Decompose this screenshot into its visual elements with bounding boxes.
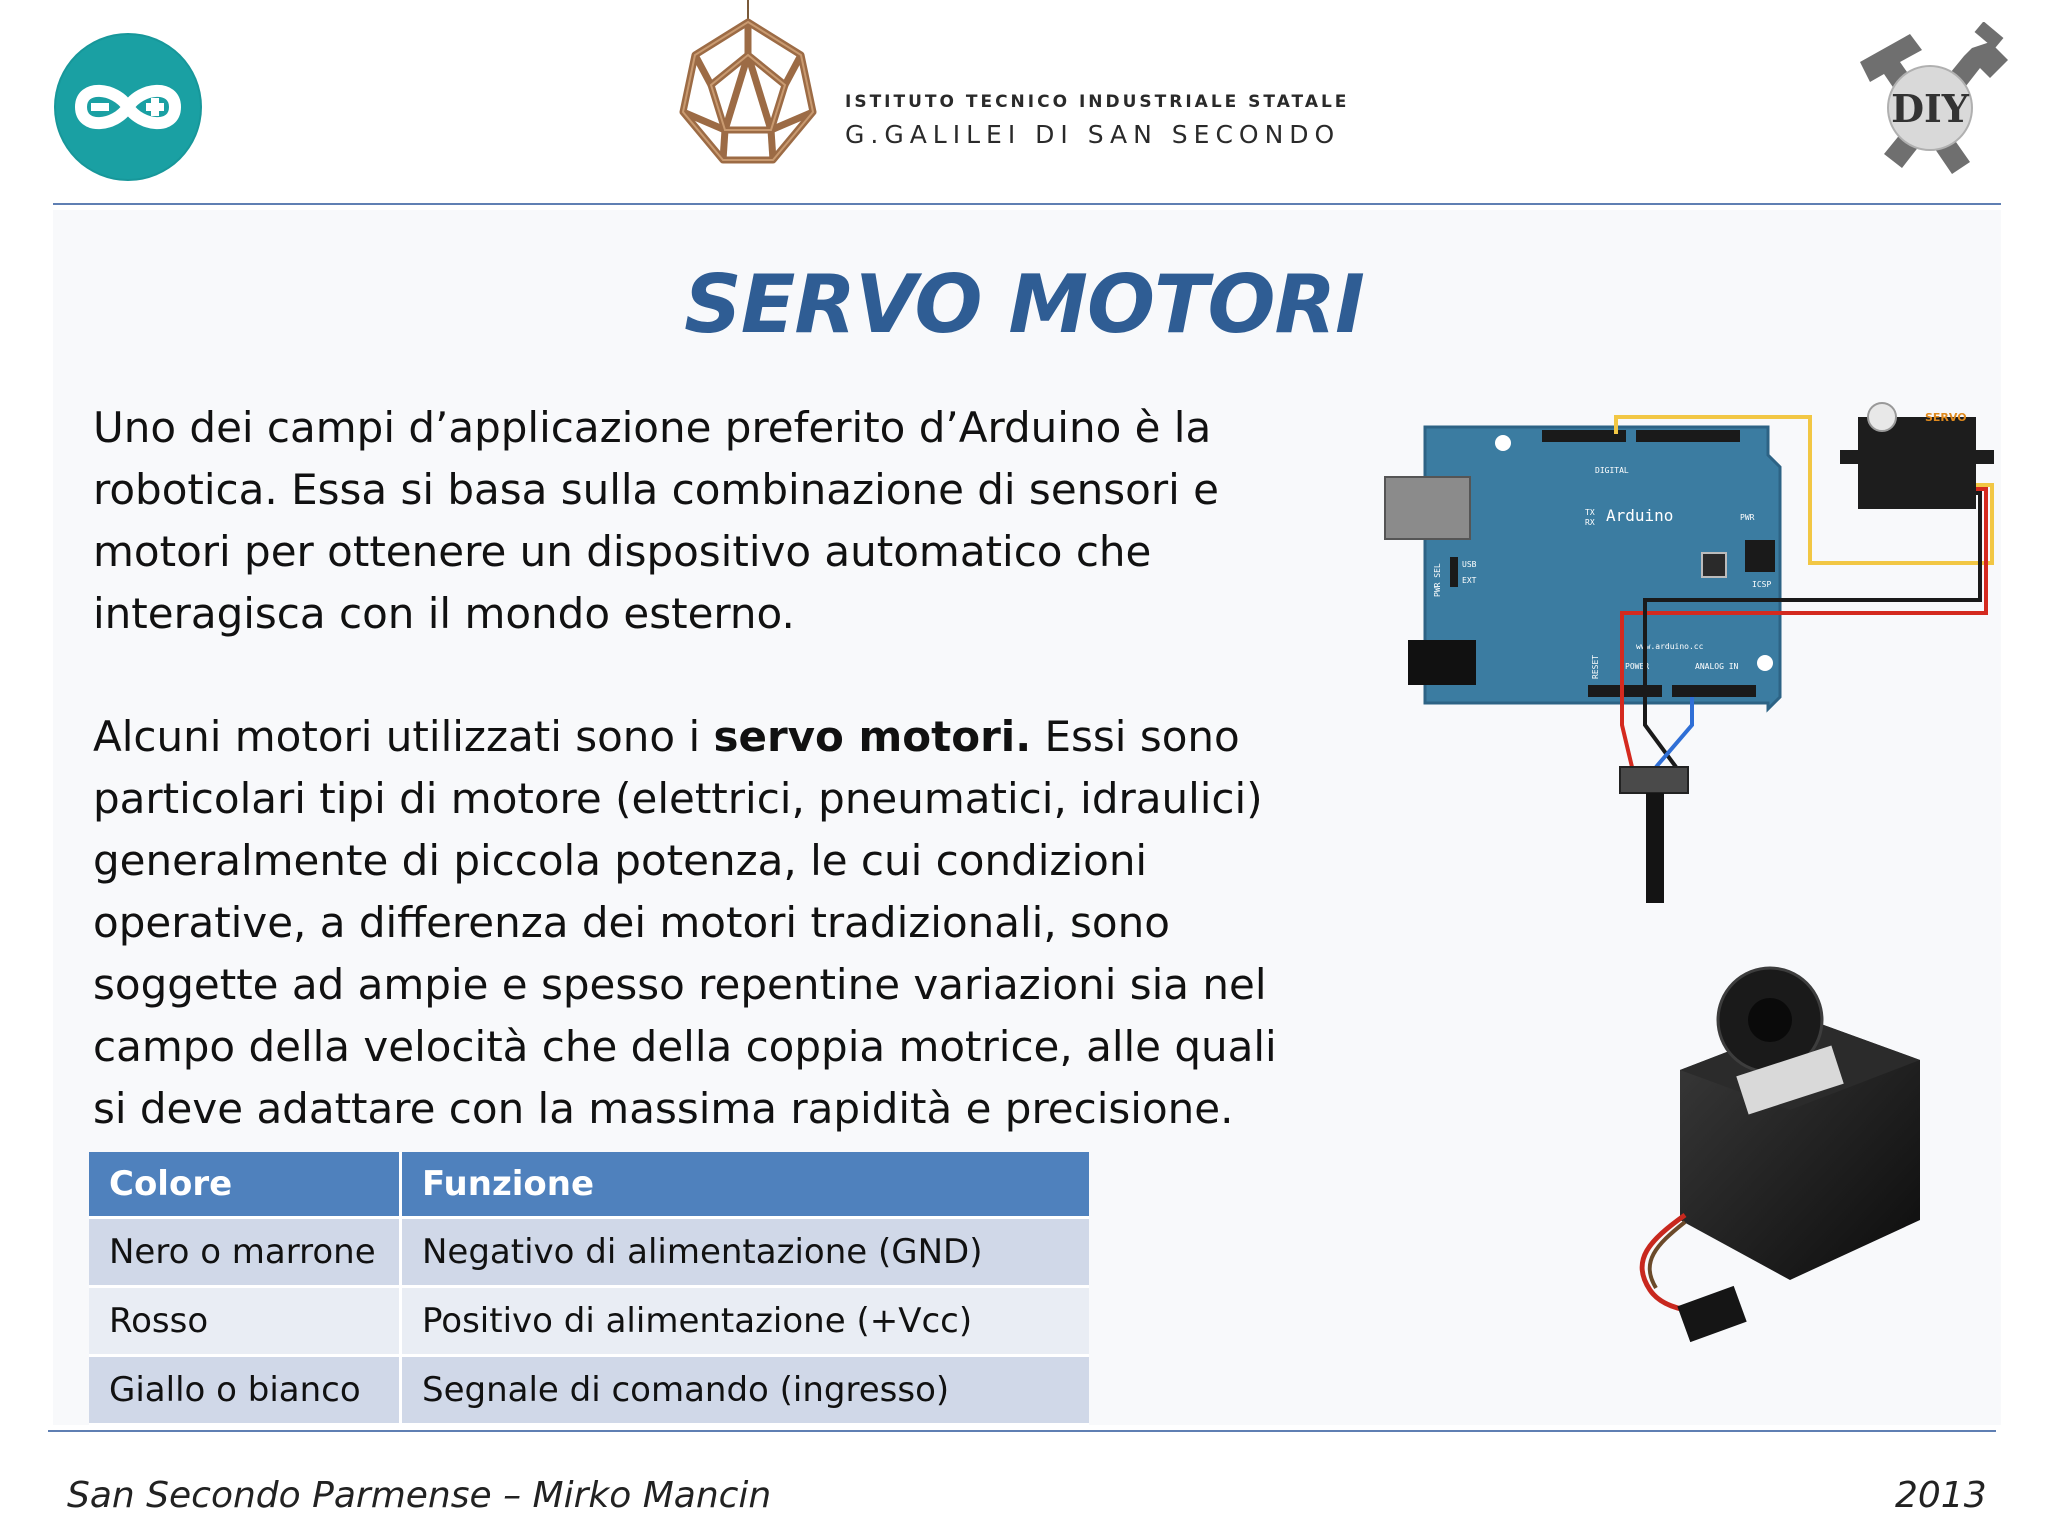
- pwr-label: PWR: [1740, 513, 1755, 522]
- footer-author: San Secondo Parmense – Mirko Mancin: [67, 1475, 772, 1516]
- power-label: POWER: [1625, 662, 1650, 671]
- table-row: [89, 1357, 1089, 1426]
- school-logo-icon: [673, 0, 823, 180]
- table-cell-colore: Rosso: [89, 1288, 402, 1357]
- rx-label: RX: [1585, 518, 1595, 527]
- mounting-hole: [1757, 655, 1773, 671]
- diy-logo-text: DIY: [1891, 86, 1969, 131]
- table-cell-funzione: Negativo di alimentazione (GND): [402, 1219, 1089, 1288]
- servo-hub: [1748, 998, 1792, 1042]
- digital-header-left: [1542, 430, 1626, 442]
- reset-label: RESET: [1591, 654, 1600, 679]
- servo-paragraph-start: Alcuni motori utilizzati sono i: [93, 712, 714, 761]
- table-header-colore: Colore: [89, 1152, 402, 1219]
- reset-button-icon: [1702, 553, 1726, 577]
- digital-header-right: [1636, 430, 1740, 442]
- servo-tab-right: [1974, 450, 1994, 464]
- usb-label: USB: [1462, 560, 1477, 569]
- table-cell-colore: Nero o marrone: [89, 1219, 402, 1288]
- power-header: [1588, 685, 1662, 697]
- slide-title: SERVO MOTORI: [684, 258, 1364, 351]
- arduino-logo-icon: [53, 32, 203, 182]
- wire-color-table: [89, 1152, 1089, 1426]
- servo-body: [1858, 417, 1976, 509]
- table-row: [89, 1219, 1089, 1288]
- potentiometer-icon: [1620, 767, 1688, 793]
- table-cell-funzione: Positivo di alimentazione (+Vcc): [402, 1288, 1089, 1357]
- board-label: Arduino: [1606, 506, 1674, 525]
- arduino-servo-wiring-diagram: [1380, 385, 2020, 910]
- pwr-sel-label: PWR SEL: [1433, 563, 1442, 597]
- footer-year: 2013: [1895, 1475, 1987, 1516]
- table-row: [89, 1288, 1089, 1357]
- header-divider: [53, 203, 2001, 205]
- pot-ground-wire: [1645, 697, 1676, 767]
- table-header-funzione: Funzione: [402, 1152, 1089, 1219]
- school-name-line2: G.GALILEI DI SAN SECONDO: [845, 120, 1341, 149]
- analog-label: ANALOG IN: [1695, 662, 1739, 671]
- servo-horn-icon: [1868, 403, 1896, 431]
- servo-tab-left: [1840, 450, 1860, 464]
- servo-paragraph-bold: servo motori.: [713, 712, 1032, 761]
- usb-port-icon: [1385, 477, 1470, 539]
- intro-paragraph: Uno dei campi d’applicazione preferito d’Arduino è la robotica. Essa si basa sulla combinazione di sensori e motori per ottenere un dispositivo automatico che interagisca con il mondo esterno.: [93, 403, 1219, 638]
- ext-label: EXT: [1462, 576, 1477, 585]
- servo-label: SERVO: [1925, 411, 1967, 424]
- icsp-header: [1745, 540, 1775, 572]
- servo-connector: [1677, 1286, 1746, 1342]
- mounting-hole: [1495, 435, 1511, 451]
- pot-power-wire: [1622, 697, 1632, 767]
- analog-header: [1672, 685, 1756, 697]
- table-cell-colore: Giallo o bianco: [89, 1357, 402, 1426]
- footer-divider: [48, 1430, 1996, 1432]
- digital-label: DIGITAL: [1595, 466, 1629, 475]
- table-cell-funzione: Segnale di comando (ingresso): [402, 1357, 1089, 1426]
- potentiometer-shaft: [1646, 793, 1664, 903]
- servo-paragraph-end: Essi sono particolari tipi di motore (elettrici, pneumatici, idraulici) generalmente di piccola potenza, le cui condizioni operative, a differenza dei motori tradizionali, sono soggette ad ampie e spesso repentine variazioni sia nel campo della velocità che della coppia motrice, alle quali si deve adattare con la massima rapidità e precisione.: [93, 712, 1277, 1133]
- servo-paragraph: [93, 706, 1323, 1140]
- servo-motor-photo: [1590, 960, 1940, 1360]
- table-header-row: [89, 1152, 1089, 1219]
- tx-label: TX: [1585, 508, 1595, 517]
- pwr-sel-jumper: [1450, 557, 1458, 587]
- school-name-line1: ISTITUTO TECNICO INDUSTRIALE STATALE: [845, 92, 1350, 112]
- site-label: www.arduino.cc: [1636, 642, 1704, 651]
- pot-signal-wire: [1656, 697, 1692, 767]
- diy-logo-icon: [1840, 22, 2020, 192]
- icsp-label: ICSP: [1752, 580, 1772, 589]
- power-jack-icon: [1408, 640, 1476, 685]
